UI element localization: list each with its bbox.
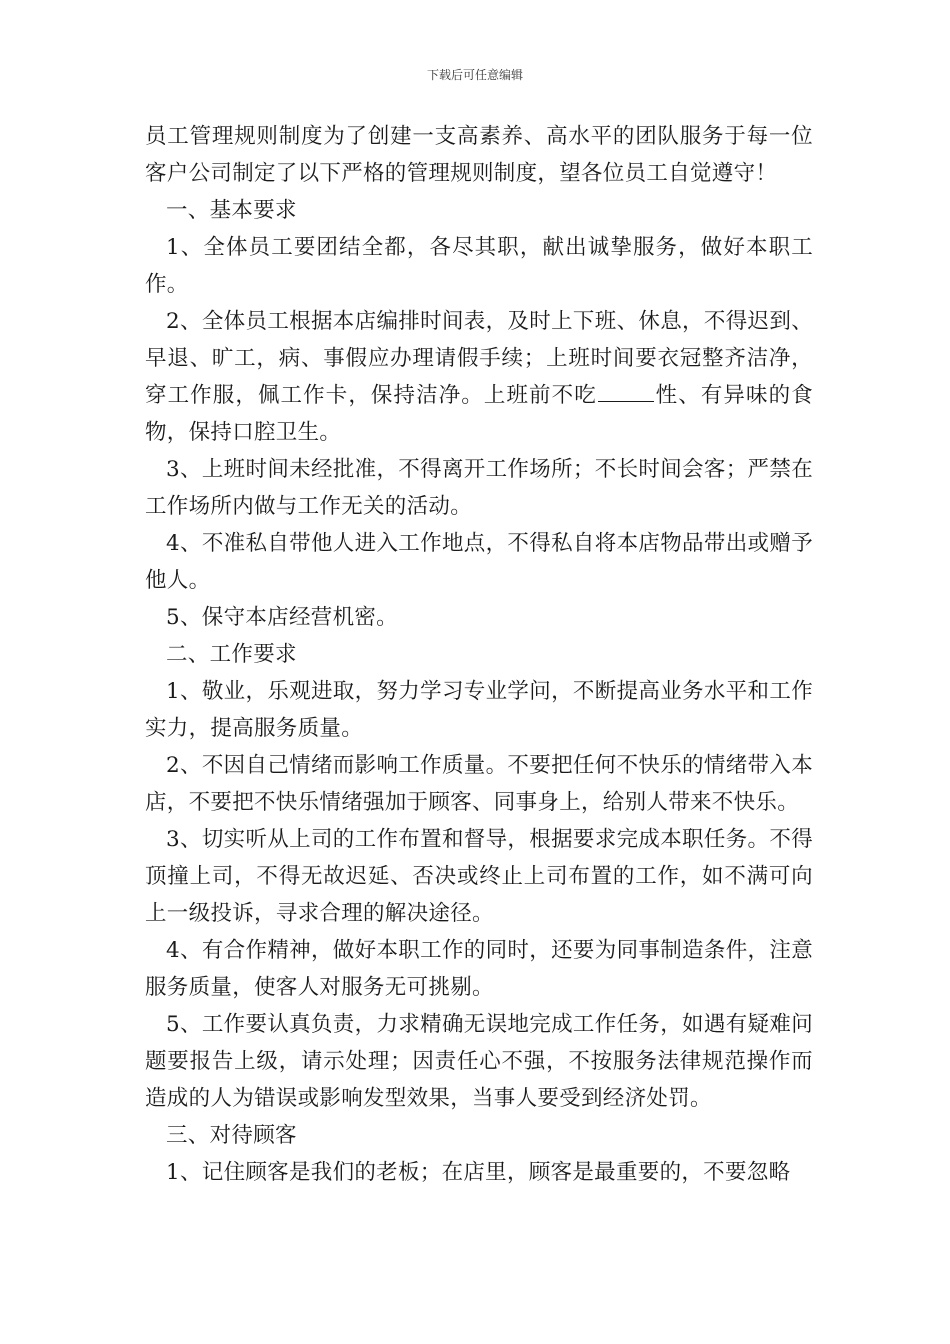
section-1-item-1: 1、全体员工要团结全都，各尽其职，献出诚挚服务，做好本职工作。 (145, 235, 813, 297)
section-1-item-2-part-2: 性、有异味的食物，保持口腔卫生。 (145, 383, 813, 445)
section-1-item-5: 5、保守本店经营机密。 (166, 605, 398, 630)
section-2-item-4: 4、有合作精神，做好本职工作的同时，还要为同事制造条件，注意服务质量，使客人对服务无可挑剔。 (145, 938, 813, 1000)
section-2-item-3: 3、切实听从上司的工作布置和督导，根据要求完成本职任务。不得顶撞上司，不得无故迟延、否决或终止上司布置的工作，如不满可向上一级投诉，寻求合理的解决途径。 (145, 827, 813, 926)
section-3-heading: 三、对待顾客 (166, 1123, 297, 1148)
section-1-heading: 一、基本要求 (166, 198, 297, 223)
intro-paragraph: 员工管理规则制度为了创建一支高素养、高水平的团队服务于每一位客户公司制定了以下严格的管理规则制度，望各位员工自觉遵守！ (145, 124, 813, 186)
section-2-heading: 二、工作要求 (166, 642, 297, 667)
document-body (145, 118, 813, 1191)
section-1-item-2 (145, 303, 813, 451)
section-1-item-3: 3、上班时间未经批准，不得离开工作场所；不长时间会客；严禁在工作场所内做与工作无关的活动。 (145, 457, 813, 519)
section-2-item-5: 5、工作要认真负责，力求精确无误地完成工作任务，如遇有疑难问题要报告上级，请示处理；因责任心不强，不按服务法律规范操作而造成的人为错误或影响发型效果，当事人要受到经济处罚。 (145, 1012, 813, 1111)
section-3-item-1: 1、记住顾客是我们的老板；在店里，顾客是最重要的，不要忽略 (166, 1160, 791, 1185)
section-1-item-2-part-1: 2、全体员工根据本店编排时间表，及时上下班、休息，不得迟到、早退、旷工，病、事假应办理请假手续；上班时间要衣冠整齐洁净，穿工作服，佩工作卡，保持洁净。上班前不吃 (145, 309, 813, 408)
section-1-item-4: 4、不准私自带他人进入工作地点，不得私自将本店物品带出或赠予他人。 (145, 531, 813, 593)
section-2-item-2: 2、不因自己情绪而影响工作质量。不要把任何不快乐的情绪带入本店，不要把不快乐情绪强加于顾客、同事身上，给别人带来不快乐。 (145, 753, 813, 815)
page-header: 下载后可任意编辑 (426, 68, 523, 82)
fill-in-blank (598, 379, 654, 402)
section-2-item-1: 1、敬业，乐观进取，努力学习专业学问，不断提高业务水平和工作实力，提高服务质量。 (145, 679, 813, 741)
